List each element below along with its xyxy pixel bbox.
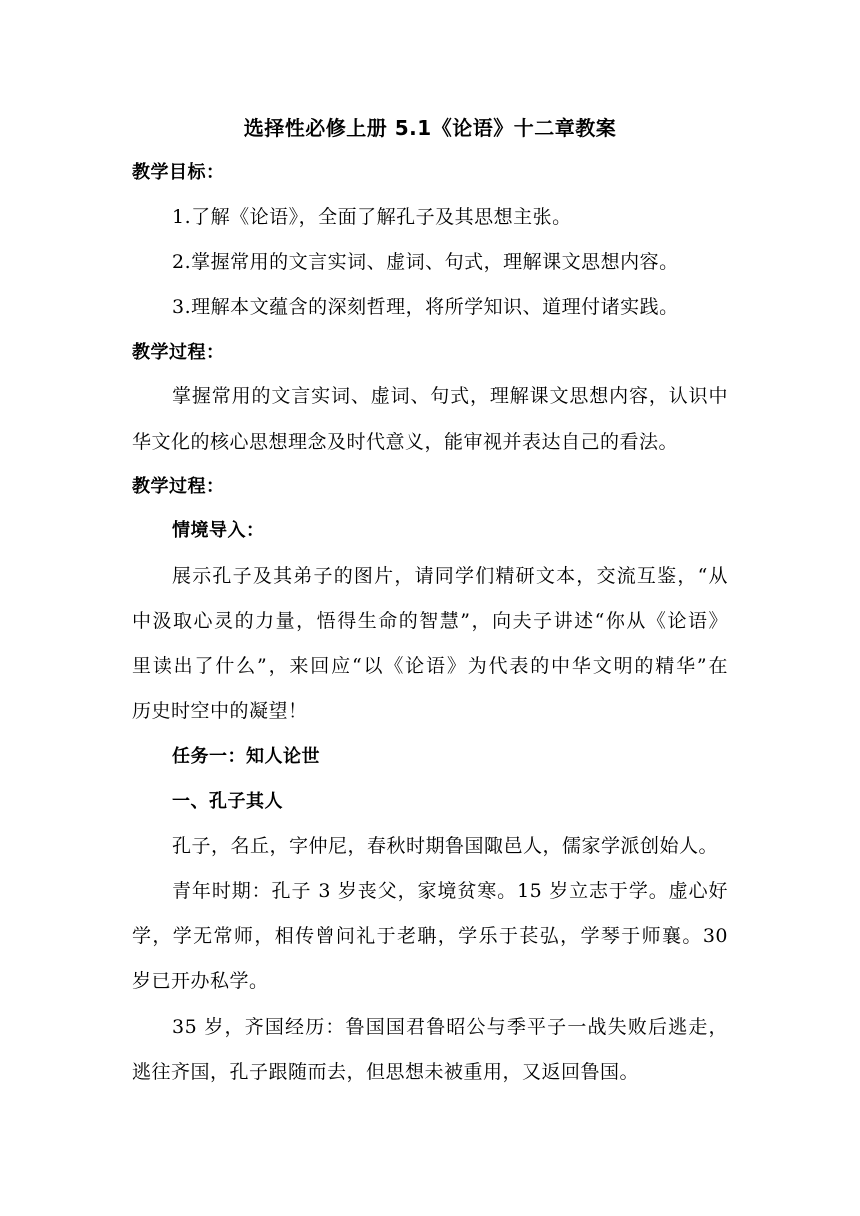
age35-paragraph-line: 35 岁，齐国经历：鲁国国君鲁昭公与季平子一战失败后逃走， <box>172 1016 728 1038</box>
task-heading: 任务一：知人论世 <box>172 746 320 767</box>
youth-paragraph-line: 学，学无常师，相传曾问礼于老聃，学乐于苌弘，学琴于师襄。30 <box>132 925 728 947</box>
age35-paragraph-line: 逃往齐国，孔子跟随而去，但思想未被重用，又返回鲁国。 <box>132 1061 640 1083</box>
objective-item: 3.理解本文蕴含的深刻哲理，将所学知识、道理付诸实践。 <box>172 296 679 318</box>
process-paragraph-line: 掌握常用的文言实词、虚词、句式，理解课文思想内容，认识中 <box>172 385 728 407</box>
objective-item: 2.掌握常用的文言实词、虚词、句式，理解课文思想内容。 <box>172 251 679 273</box>
objective-item: 1.了解《论语》，全面了解孔子及其思想主张。 <box>172 206 572 228</box>
section-heading: 一、孔子其人 <box>172 791 283 812</box>
intro-paragraph-line: 里读出了什么”，来回应“以《论语》为代表的中华文明的精华”在 <box>132 655 728 677</box>
bio-line: 孔子，名丘，字仲尼，春秋时期鲁国陬邑人，儒家学派创始人。 <box>172 835 719 857</box>
youth-paragraph-line: 岁已开办私学。 <box>132 970 269 992</box>
objectives-heading: 教学目标： <box>132 162 225 183</box>
intro-paragraph-line: 历史时空中的凝望！ <box>132 700 308 722</box>
youth-paragraph-line: 青年时期：孔子 3 岁丧父，家境贫寒。15 岁立志于学。虚心好 <box>172 880 728 902</box>
intro-paragraph-line: 中汲取心灵的力量，悟得生命的智慧”，向夫子讲述“你从《论语》 <box>132 610 728 632</box>
document-title: 选择性必修上册 5.1《论语》十二章教案 <box>243 116 617 140</box>
process-paragraph-line: 华文化的核心思想理念及时代意义，能审视并表达自己的看法。 <box>132 431 679 453</box>
process-heading: 教学过程： <box>132 342 225 363</box>
intro-heading: 情境导入： <box>172 520 265 541</box>
intro-paragraph-line: 展示孔子及其弟子的图片，请同学们精研文本，交流互鉴，“从 <box>172 565 728 587</box>
process-heading: 教学过程： <box>132 476 225 497</box>
